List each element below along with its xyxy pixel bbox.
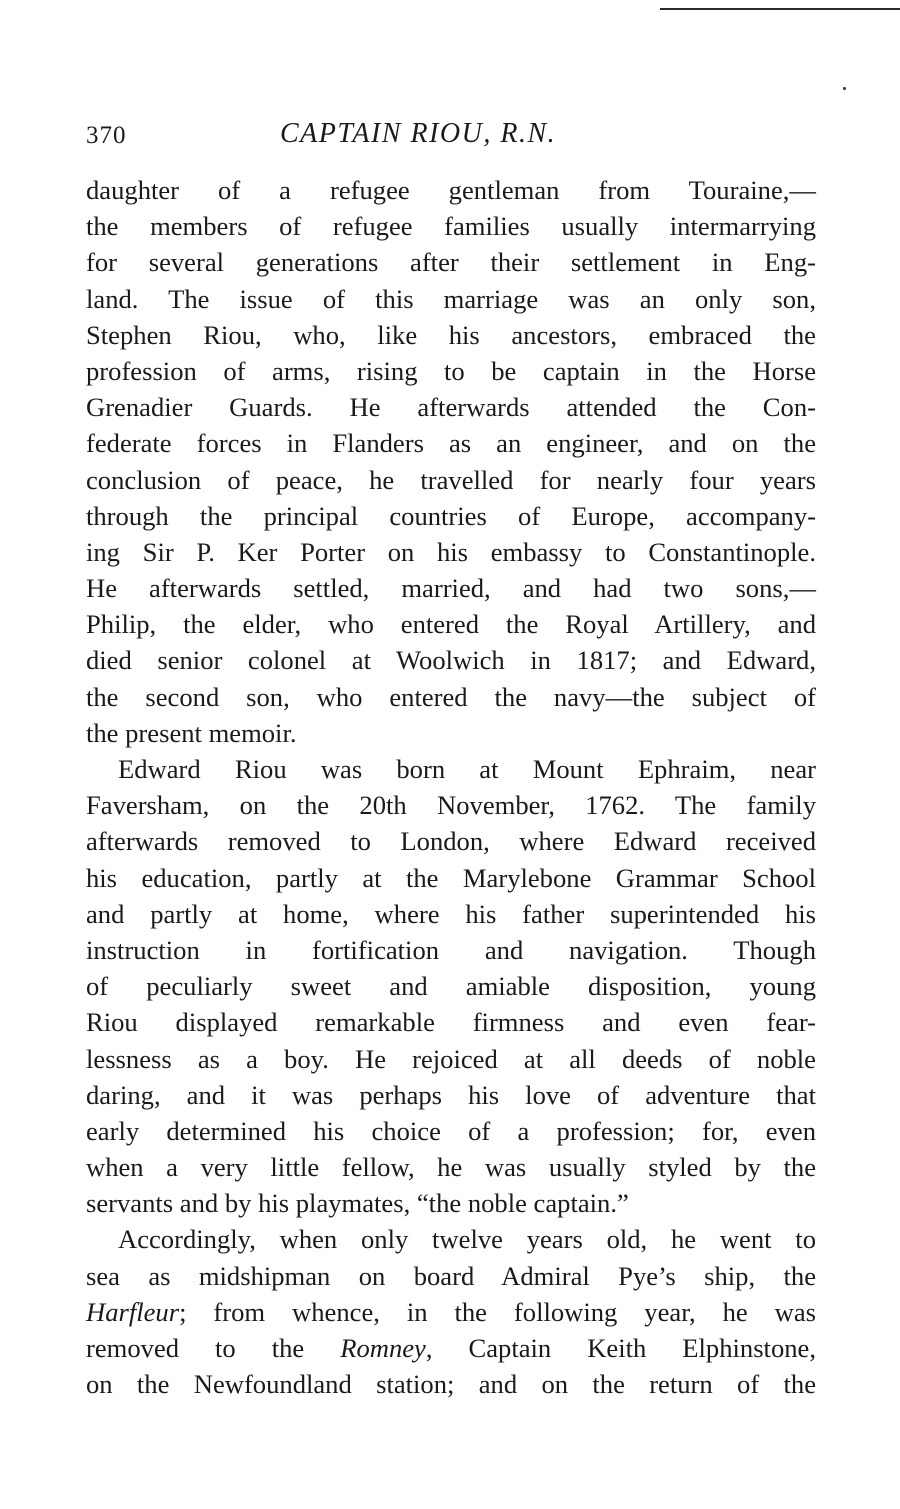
running-title: CAPTAIN RIOU, R.N.: [280, 118, 557, 149]
text-line: ing Sir P. Ker Porter on his embassy to Constantinople.: [86, 536, 816, 567]
text-line: Philip, the elder, who entered the Royal Artillery, and: [86, 609, 816, 640]
text-line: He afterwards settled, married, and had two sons,—: [86, 573, 816, 604]
text-line: when a very little fellow, he was usually styled by the: [86, 1152, 816, 1183]
text-line: servants and by his playmates, “the noble captain.”: [86, 1188, 629, 1219]
text-line-before: removed to the: [86, 1333, 341, 1363]
text-line: early determined his choice of a profession; for, even: [86, 1115, 816, 1146]
body-text: [86, 172, 816, 1402]
text-line: the present memoir.: [86, 717, 297, 748]
running-header: [86, 118, 816, 158]
print-speck: [843, 87, 846, 90]
text-line: Stephen Riou, who, like his ancestors, embraced the: [86, 319, 816, 350]
text-line: lessness as a boy. He rejoiced at all deeds of noble: [86, 1043, 816, 1074]
text-line: of peculiarly sweet and amiable disposition, young: [86, 971, 816, 1002]
page-number: 370: [86, 122, 127, 149]
text-line: his education, partly at the Marylebone Grammar School: [86, 862, 816, 893]
text-line: [86, 1330, 816, 1366]
text-line: conclusion of peace, he travelled for nearly four years: [86, 464, 816, 495]
text-line: profession of arms, rising to be captain in the Horse: [86, 355, 816, 386]
text-line: Grenadier Guards. He afterwards attended the Con-: [86, 392, 816, 423]
text-line: Accordingly, when only twelve years old, he went to: [118, 1224, 816, 1255]
text-line: Riou displayed remarkable firmness and even fear-: [86, 1007, 816, 1038]
text-line: daughter of a refugee gentleman from Touraine,—: [86, 175, 816, 205]
text-line: federate forces in Flanders as an engineer, and on the: [86, 428, 816, 459]
text-line: and partly at home, where his father superintended his: [86, 898, 816, 929]
ship-name-harfleur: Harfleur: [86, 1296, 180, 1327]
text-line-after: , Captain Keith Elphinstone,: [425, 1333, 816, 1363]
text-line: Faversham, on the 20th November, 1762. The family: [86, 790, 816, 821]
text-line: land. The issue of this marriage was an only son,: [86, 283, 816, 314]
text-line: died senior colonel at Woolwich in 1817; and Edward,: [86, 645, 816, 676]
ship-name-romney: Romney: [340, 1333, 426, 1363]
text-line: on the Newfoundland station; and on the return of the: [86, 1369, 816, 1400]
text-line: daring, and it was perhaps his love of adventure that: [86, 1079, 816, 1110]
text-line: Edward Riou was born at Mount Ephraim, near: [118, 754, 816, 784]
top-rule: [660, 8, 900, 10]
text-line: instruction in fortification and navigation. Though: [86, 934, 816, 965]
text-line: the members of refugee families usually intermarrying: [86, 211, 816, 242]
text-line-rest: ; from whence, in the following year, he was: [179, 1296, 816, 1327]
text-line: sea as midshipman on board Admiral Pye’s ship, the: [86, 1260, 816, 1291]
text-line: [86, 1294, 816, 1330]
text-line: for several generations after their settlement in Eng-: [86, 247, 816, 278]
text-line: through the principal countries of Europe, accompany-: [86, 500, 816, 531]
text-line: afterwards removed to London, where Edward received: [86, 826, 816, 857]
text-line: the second son, who entered the navy—the subject of: [86, 681, 816, 712]
